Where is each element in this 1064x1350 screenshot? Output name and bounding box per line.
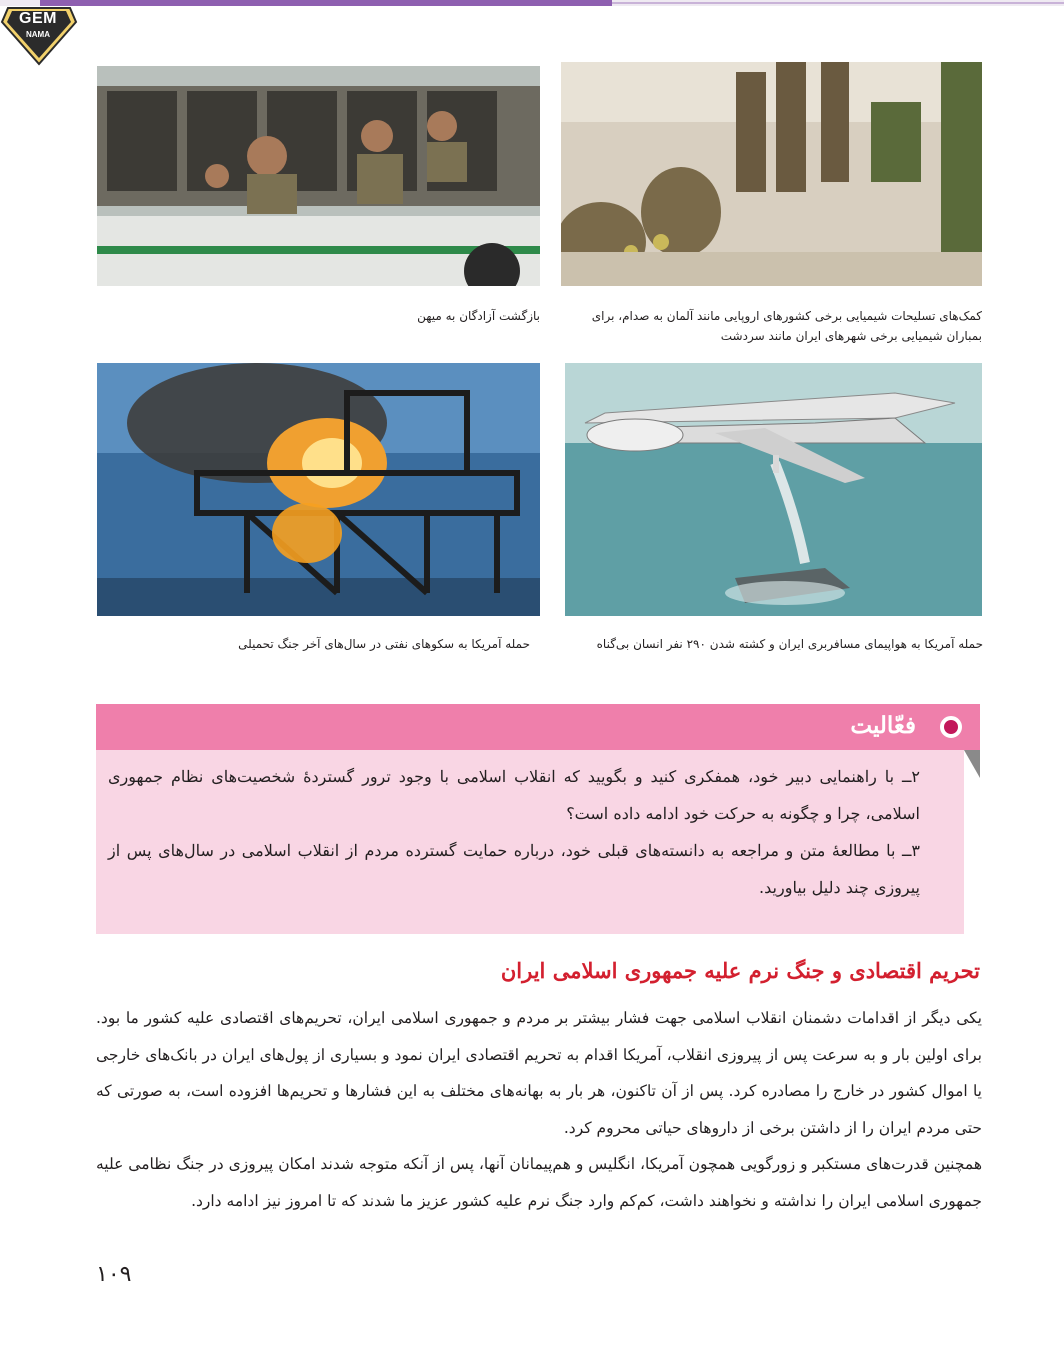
section-title: تحریم اقتصادی و جنگ نرم علیه جمهوری اسلامی ایران [500, 958, 980, 983]
activity-box [96, 704, 980, 934]
bullet-ring-icon [940, 716, 962, 738]
activity-item: ۲ــ با راهنمایی دبیر خود، همفکری کنید و بگویید که انقلاب اسلامی با وجود ترور گستردهٔ شخصیت‌های نظام جمهوری اسلامی، چرا و چگونه به حرکت خود ادامه داده است؟ [108, 767, 920, 823]
activity-item: ۳ــ با مطالعهٔ متن و مراجعه به دانسته‌های قبلی خود، درباره حمایت گسترده مردم از انقلاب اسلامی در سال‌های پس از پیروزی چند دلیل بیاورید. [108, 841, 920, 897]
body-paragraph: یکی دیگر از اقدامات دشمنان انقلاب اسلامی جهت فشار بیشتر بر مردم و جمهوری اسلامی ایران، تحریم‌های اقتصادی علیه کشور ما بود. برای اولین بار و به سرعت پس از پیروزی انقلاب، آمریکا اقدام به تحریم اقتصادی ایران نمود و بسیاری از پول‌های ایران در بانک‌های خارجی یا اموال کشور در خارج را مصادره کرد. پس از آن تاکنون، هر بار به بهانه‌های مختلف به این فشارها و تحریم‌ها افزوده است، به صورتی که حتی مردم ایران را از داشتن برخی از داروهای حیاتی محروم کرد. [96, 1009, 982, 1137]
photo-passenger-plane [565, 363, 982, 616]
caption-oil-platform: حمله آمریکا به سکوهای نفتی در سال‌های آخر جنگ تحمیلی [238, 637, 530, 651]
activity-title: فعّالیت [850, 712, 916, 739]
top-bar [0, 0, 1064, 6]
page-fold-decoration [964, 750, 980, 778]
caption-passenger-plane: حمله آمریکا به هواپیمای مسافربری ایران و کشته شدن ۲۹۰ نفر انسان بی‌گناه [596, 637, 983, 651]
caption-freed-prisoners: بازگشت آزادگان به میهن [417, 309, 540, 323]
activity-header [96, 704, 980, 750]
photo-chemical-attack [561, 62, 982, 286]
activity-questions [108, 758, 920, 906]
caption-chemical-attack: کمک‌های تسلیحات شیمیایی برخی کشورهای اروپایی مانند آلمان به صدام، برای بمباران شیمیایی برخی شهرهای ایران مانند سردشت [591, 309, 982, 343]
gemnama-logo [0, 0, 78, 66]
activity-body [96, 750, 964, 934]
body-paragraph: همچنین قدرت‌های مستکبر و زورگویی همچون آمریکا، انگلیس و هم‌پیمانان آنها، پس از آنکه متوجه شدند امکان پیروزی در جنگ نظامی علیه جمهوری اسلامی ایران را نداشته و نخواهند داشت، کم‌کم وارد جنگ نرم علیه کشور عزیز ما شدند که تا امروز نیز ادامه دارد. [96, 1155, 982, 1210]
logo-text: GEM [19, 10, 57, 27]
logo-sub-text: NAMA [26, 30, 50, 39]
photo-oil-platform [97, 363, 540, 616]
page-number: ۱۰۹ [96, 1262, 132, 1287]
photo-freed-prisoners [97, 66, 540, 286]
